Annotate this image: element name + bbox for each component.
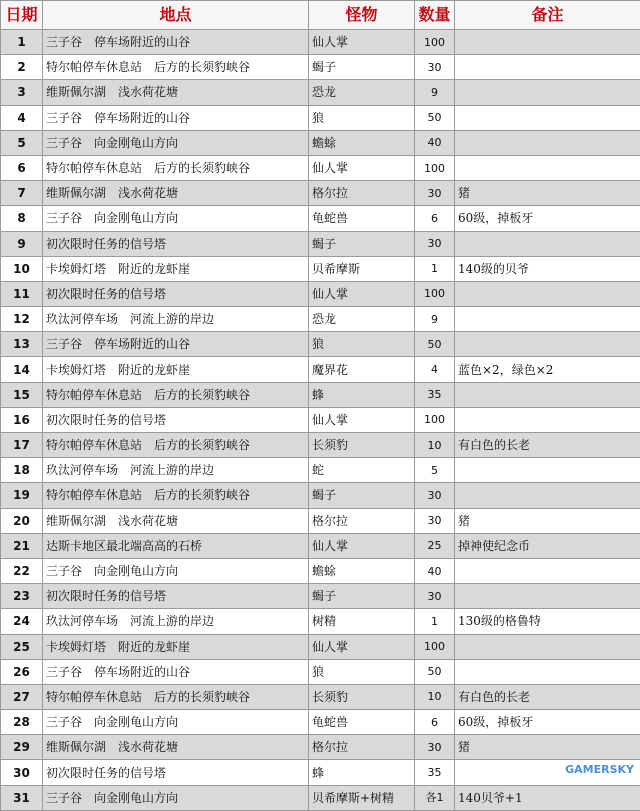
quantity-cell: 25 xyxy=(415,533,455,558)
table-row xyxy=(1,458,640,483)
location-cell: 特尔帕停车休息站 后方的长须豹峡谷 xyxy=(43,155,309,180)
day-cell: 31 xyxy=(1,785,43,810)
day-cell: 4 xyxy=(1,105,43,130)
note-cell: 猪 xyxy=(455,735,640,760)
location-cell: 三子谷 向金刚龟山方向 xyxy=(43,558,309,583)
quantity-cell: 40 xyxy=(415,130,455,155)
quantity-cell: 30 xyxy=(415,231,455,256)
table-row xyxy=(1,533,640,558)
quantity-cell: 9 xyxy=(415,80,455,105)
quantity-cell: 100 xyxy=(415,407,455,432)
monster-cell: 仙人掌 xyxy=(309,30,415,55)
monster-cell: 仙人掌 xyxy=(309,407,415,432)
table-row xyxy=(1,710,640,735)
note-cell: 有白色的长老 xyxy=(455,433,640,458)
monster-cell: 格尔拉 xyxy=(309,181,415,206)
location-cell: 三子谷 向金刚龟山方向 xyxy=(43,206,309,231)
monster-cell: 仙人掌 xyxy=(309,533,415,558)
note-cell: 掉神使纪念币 xyxy=(455,533,640,558)
monster-cell: 格尔拉 xyxy=(309,735,415,760)
day-cell: 6 xyxy=(1,155,43,180)
quantity-cell: 100 xyxy=(415,155,455,180)
monster-cell: 蝎子 xyxy=(309,55,415,80)
day-cell: 25 xyxy=(1,634,43,659)
location-cell: 三子谷 停车场附近的山谷 xyxy=(43,332,309,357)
monster-cell: 蝎子 xyxy=(309,483,415,508)
day-cell: 20 xyxy=(1,508,43,533)
monster-cell: 蜂 xyxy=(309,760,415,785)
quantity-cell: 10 xyxy=(415,684,455,709)
quantity-cell: 35 xyxy=(415,760,455,785)
note-cell xyxy=(455,231,640,256)
note-cell xyxy=(455,105,640,130)
table-row xyxy=(1,231,640,256)
monster-cell: 蟾蜍 xyxy=(309,130,415,155)
quantity-cell: 30 xyxy=(415,55,455,80)
monster-cell: 仙人掌 xyxy=(309,634,415,659)
location-cell: 三子谷 向金刚龟山方向 xyxy=(43,130,309,155)
monster-cell: 蟾蜍 xyxy=(309,558,415,583)
location-cell: 卡埃姆灯塔 附近的龙虾崖 xyxy=(43,357,309,382)
quantity-cell: 4 xyxy=(415,357,455,382)
day-cell: 7 xyxy=(1,181,43,206)
quantity-cell: 6 xyxy=(415,206,455,231)
monster-cell: 狼 xyxy=(309,332,415,357)
location-cell: 特尔帕停车休息站 后方的长须豹峡谷 xyxy=(43,382,309,407)
day-cell: 17 xyxy=(1,433,43,458)
quantity-cell: 10 xyxy=(415,433,455,458)
note-cell: 猪 xyxy=(455,181,640,206)
monster-cell: 魔界花 xyxy=(309,357,415,382)
note-cell: 有白色的长老 xyxy=(455,684,640,709)
quantity-cell: 各1 xyxy=(415,785,455,810)
note-cell: 猪 xyxy=(455,508,640,533)
day-cell: 22 xyxy=(1,558,43,583)
quantity-cell: 100 xyxy=(415,30,455,55)
location-cell: 三子谷 向金刚龟山方向 xyxy=(43,785,309,810)
location-cell: 维斯佩尔湖 浅水荷花塘 xyxy=(43,735,309,760)
monster-cell: 狼 xyxy=(309,659,415,684)
table-row xyxy=(1,407,640,432)
note-cell xyxy=(455,558,640,583)
quantity-cell: 30 xyxy=(415,483,455,508)
table-row xyxy=(1,609,640,634)
day-cell: 14 xyxy=(1,357,43,382)
day-cell: 28 xyxy=(1,710,43,735)
table-row xyxy=(1,735,640,760)
location-cell: 三子谷 停车场附近的山谷 xyxy=(43,105,309,130)
note-cell xyxy=(455,760,640,785)
table-row xyxy=(1,483,640,508)
note-cell: 140级的贝爷 xyxy=(455,256,640,281)
monster-cell: 格尔拉 xyxy=(309,508,415,533)
table-row xyxy=(1,684,640,709)
quantity-cell: 1 xyxy=(415,256,455,281)
location-cell: 初次限时任务的信号塔 xyxy=(43,281,309,306)
monster-cell: 仙人掌 xyxy=(309,155,415,180)
day-cell: 5 xyxy=(1,130,43,155)
table-row xyxy=(1,206,640,231)
quantity-cell: 30 xyxy=(415,508,455,533)
note-cell xyxy=(455,332,640,357)
table-row xyxy=(1,785,640,810)
day-cell: 8 xyxy=(1,206,43,231)
note-cell xyxy=(455,584,640,609)
quantity-cell: 50 xyxy=(415,659,455,684)
table-row xyxy=(1,55,640,80)
day-cell: 23 xyxy=(1,584,43,609)
monster-cell: 树精 xyxy=(309,609,415,634)
monster-cell: 狼 xyxy=(309,105,415,130)
location-cell: 初次限时任务的信号塔 xyxy=(43,407,309,432)
note-cell: 蓝色×2，绿色×2 xyxy=(455,357,640,382)
monster-cell: 蝎子 xyxy=(309,584,415,609)
day-cell: 12 xyxy=(1,307,43,332)
note-cell xyxy=(455,483,640,508)
header-notes: 备注 xyxy=(455,1,640,30)
table-row xyxy=(1,30,640,55)
table-row xyxy=(1,80,640,105)
location-cell: 玖汰河停车场 河流上游的岸边 xyxy=(43,458,309,483)
table-row xyxy=(1,357,640,382)
quantity-cell: 30 xyxy=(415,181,455,206)
table-row xyxy=(1,130,640,155)
day-cell: 11 xyxy=(1,281,43,306)
note-cell: 130级的格鲁特 xyxy=(455,609,640,634)
location-cell: 三子谷 停车场附近的山谷 xyxy=(43,659,309,684)
table-row xyxy=(1,155,640,180)
monster-cell: 龟蛇兽 xyxy=(309,710,415,735)
quantity-cell: 6 xyxy=(415,710,455,735)
table-row xyxy=(1,105,640,130)
note-cell xyxy=(455,30,640,55)
note-cell xyxy=(455,55,640,80)
location-cell: 初次限时任务的信号塔 xyxy=(43,231,309,256)
day-cell: 1 xyxy=(1,30,43,55)
note-cell xyxy=(455,281,640,306)
day-cell: 27 xyxy=(1,684,43,709)
monster-cell: 恐龙 xyxy=(309,307,415,332)
monster-cell: 长须豹 xyxy=(309,684,415,709)
location-cell: 三子谷 停车场附近的山谷 xyxy=(43,30,309,55)
quantity-cell: 35 xyxy=(415,382,455,407)
location-cell: 特尔帕停车休息站 后方的长须豹峡谷 xyxy=(43,433,309,458)
header-quantity: 数量 xyxy=(415,1,455,30)
table-row xyxy=(1,307,640,332)
note-cell xyxy=(455,659,640,684)
day-cell: 3 xyxy=(1,80,43,105)
table-row xyxy=(1,634,640,659)
day-cell: 26 xyxy=(1,659,43,684)
table-row xyxy=(1,508,640,533)
location-cell: 特尔帕停车休息站 后方的长须豹峡谷 xyxy=(43,684,309,709)
quantity-cell: 30 xyxy=(415,584,455,609)
watermark-logo: GAMERSKY xyxy=(565,763,634,776)
day-cell: 18 xyxy=(1,458,43,483)
location-cell: 初次限时任务的信号塔 xyxy=(43,760,309,785)
location-cell: 卡埃姆灯塔 附近的龙虾崖 xyxy=(43,634,309,659)
note-cell: 140贝爷+1 xyxy=(455,785,640,810)
header-monster: 怪物 xyxy=(309,1,415,30)
quantity-cell: 30 xyxy=(415,735,455,760)
day-cell: 9 xyxy=(1,231,43,256)
location-cell: 玖汰河停车场 河流上游的岸边 xyxy=(43,307,309,332)
monster-cell: 贝希摩斯 xyxy=(309,256,415,281)
monster-cell: 龟蛇兽 xyxy=(309,206,415,231)
location-cell: 初次限时任务的信号塔 xyxy=(43,584,309,609)
day-cell: 24 xyxy=(1,609,43,634)
quantity-cell: 100 xyxy=(415,281,455,306)
location-cell: 维斯佩尔湖 浅水荷花塘 xyxy=(43,80,309,105)
location-cell: 达斯卡地区最北端高高的石桥 xyxy=(43,533,309,558)
monster-cell: 贝希摩斯+树精 xyxy=(309,785,415,810)
quantity-cell: 50 xyxy=(415,332,455,357)
table-row xyxy=(1,584,640,609)
quantity-cell: 100 xyxy=(415,634,455,659)
quantity-cell: 1 xyxy=(415,609,455,634)
monster-cell: 蛇 xyxy=(309,458,415,483)
quantity-cell: 5 xyxy=(415,458,455,483)
monster-cell: 恐龙 xyxy=(309,80,415,105)
note-cell xyxy=(455,307,640,332)
location-cell: 维斯佩尔湖 浅水荷花塘 xyxy=(43,508,309,533)
location-cell: 玖汰河停车场 河流上游的岸边 xyxy=(43,609,309,634)
table-row xyxy=(1,332,640,357)
note-cell: 60级，掉板牙 xyxy=(455,710,640,735)
table-row xyxy=(1,382,640,407)
quantity-cell: 50 xyxy=(415,105,455,130)
location-cell: 维斯佩尔湖 浅水荷花塘 xyxy=(43,181,309,206)
location-cell: 三子谷 向金刚龟山方向 xyxy=(43,710,309,735)
location-cell: 卡埃姆灯塔 附近的龙虾崖 xyxy=(43,256,309,281)
quantity-cell: 40 xyxy=(415,558,455,583)
monster-cell: 蝎子 xyxy=(309,231,415,256)
table-row xyxy=(1,256,640,281)
table-row xyxy=(1,760,640,785)
monster-cell: 仙人掌 xyxy=(309,281,415,306)
note-cell xyxy=(455,407,640,432)
monster-cell: 蜂 xyxy=(309,382,415,407)
day-cell: 15 xyxy=(1,382,43,407)
note-cell xyxy=(455,458,640,483)
header-location: 地点 xyxy=(43,1,309,30)
header-day: 日期 xyxy=(1,1,43,30)
day-cell: 21 xyxy=(1,533,43,558)
day-cell: 13 xyxy=(1,332,43,357)
day-cell: 19 xyxy=(1,483,43,508)
note-cell xyxy=(455,80,640,105)
table-body xyxy=(1,30,640,811)
table-row xyxy=(1,659,640,684)
header-row xyxy=(1,1,640,30)
monster-cell: 长须豹 xyxy=(309,433,415,458)
day-cell: 10 xyxy=(1,256,43,281)
location-cell: 特尔帕停车休息站 后方的长须豹峡谷 xyxy=(43,483,309,508)
day-cell: 29 xyxy=(1,735,43,760)
note-cell xyxy=(455,155,640,180)
quantity-cell: 9 xyxy=(415,307,455,332)
day-cell: 2 xyxy=(1,55,43,80)
table-row xyxy=(1,558,640,583)
location-cell: 特尔帕停车休息站 后方的长须豹峡谷 xyxy=(43,55,309,80)
note-cell xyxy=(455,382,640,407)
table-row xyxy=(1,433,640,458)
note-cell xyxy=(455,634,640,659)
note-cell xyxy=(455,130,640,155)
table-row xyxy=(1,281,640,306)
day-cell: 30 xyxy=(1,760,43,785)
table-row xyxy=(1,181,640,206)
day-cell: 16 xyxy=(1,407,43,432)
note-cell: 60级，掉板牙 xyxy=(455,206,640,231)
